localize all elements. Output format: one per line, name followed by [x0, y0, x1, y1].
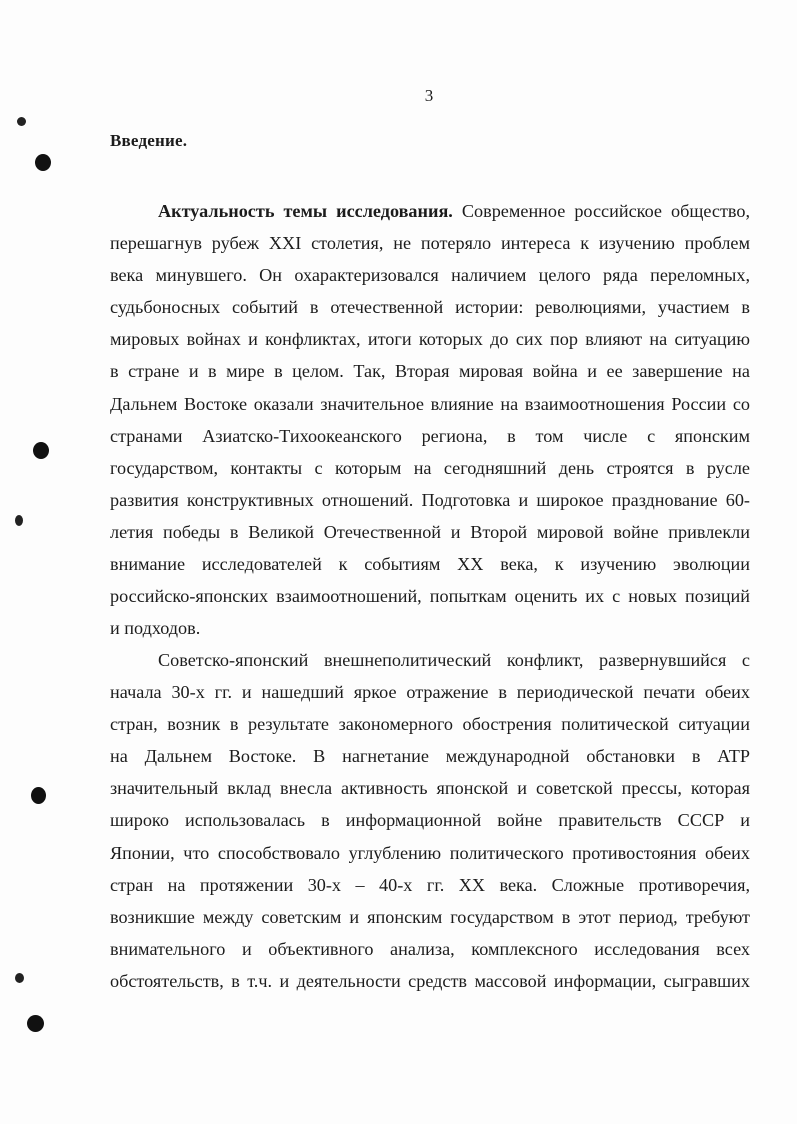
text-line: обстоятельств, в т.ч. и деятельности средств массовой информации, сыгравших — [110, 970, 750, 991]
text-line: Дальнем Востоке оказали значительное влияние на взаимоотношения России со — [110, 393, 750, 414]
text-line: возникшие между советским и японским государством в этот период, требуют — [110, 906, 750, 927]
text-line: государством, контакты с которым на сегодняшний день строятся в русле — [110, 457, 750, 478]
text-line: странами Азиатско-Тихоокеанского региона, в том числе с японским — [110, 425, 750, 446]
text-line: века минувшего. Он охарактеризовался наличием целого ряда переломных, — [110, 265, 750, 286]
page-number: 3 — [424, 86, 434, 105]
text-line: перешагнув рубеж XXI столетия, не потеряло интереса к изучению проблем — [110, 233, 750, 254]
punch-hole-mark — [15, 973, 24, 983]
punch-hole-mark — [17, 117, 26, 126]
punch-hole — [27, 1015, 44, 1032]
punch-hole-mark — [15, 515, 23, 526]
punch-hole — [35, 154, 51, 171]
text-line: широко использовалась в информационной войне правительств СССР и — [110, 810, 750, 831]
text-line: российско-японских взаимоотношений, попыткам оценить их с новых позиций — [110, 586, 750, 607]
text-line: летия победы в Великой Отечественной и Второй мировой войне привлекли — [110, 521, 750, 542]
paragraph-lead: Актуальность темы исследования. — [158, 201, 453, 221]
text-line: значительный вклад внесла активность японской и советской прессы, которая — [110, 778, 750, 799]
text-line: мировых войнах и конфликтах, итоги которых до сих пор влияют на ситуацию — [110, 329, 750, 350]
text-line: развития конструктивных отношений. Подготовка и широкое празднование 60- — [110, 489, 750, 510]
text-line: на Дальнем Востоке. В нагнетание международной обстановки в АТР — [110, 746, 750, 767]
text-line: внимательного и объективного анализа, комплексного исследования всех — [110, 938, 750, 959]
text-line: Актуальность темы исследования. Современное российское общество, — [158, 201, 750, 221]
punch-hole — [31, 787, 46, 804]
paragraph-relevance — [110, 195, 750, 644]
text-line: Советско-японский внешнеполитический конфликт, развернувшийся с — [158, 650, 750, 670]
text-line: стран на протяжении 30-х – 40-х гг. XX века. Сложные противоречия, — [110, 874, 750, 895]
text-line: в стране и в мире в целом. Так, Вторая мировая война и ее завершение на — [110, 361, 750, 382]
paragraph-conflict — [110, 644, 750, 997]
text-line: начала 30-х гг. и нашедший яркое отражение в периодической печати обеих — [110, 682, 750, 703]
text-line: судьбоносных событий в отечественной истории: революциями, участием в — [110, 297, 750, 318]
section-heading: Введение. — [110, 131, 188, 150]
punch-hole — [33, 442, 49, 459]
text-line: стран, возник в результате закономерного обострения политической ситуации — [110, 714, 750, 735]
text-line: внимание исследователей к событиям XX века, к изучению эволюции — [110, 554, 750, 575]
text-line: и подходов. — [110, 618, 201, 639]
text-line: Японии, что способствовало углублению политического противостояния обеих — [110, 842, 750, 863]
